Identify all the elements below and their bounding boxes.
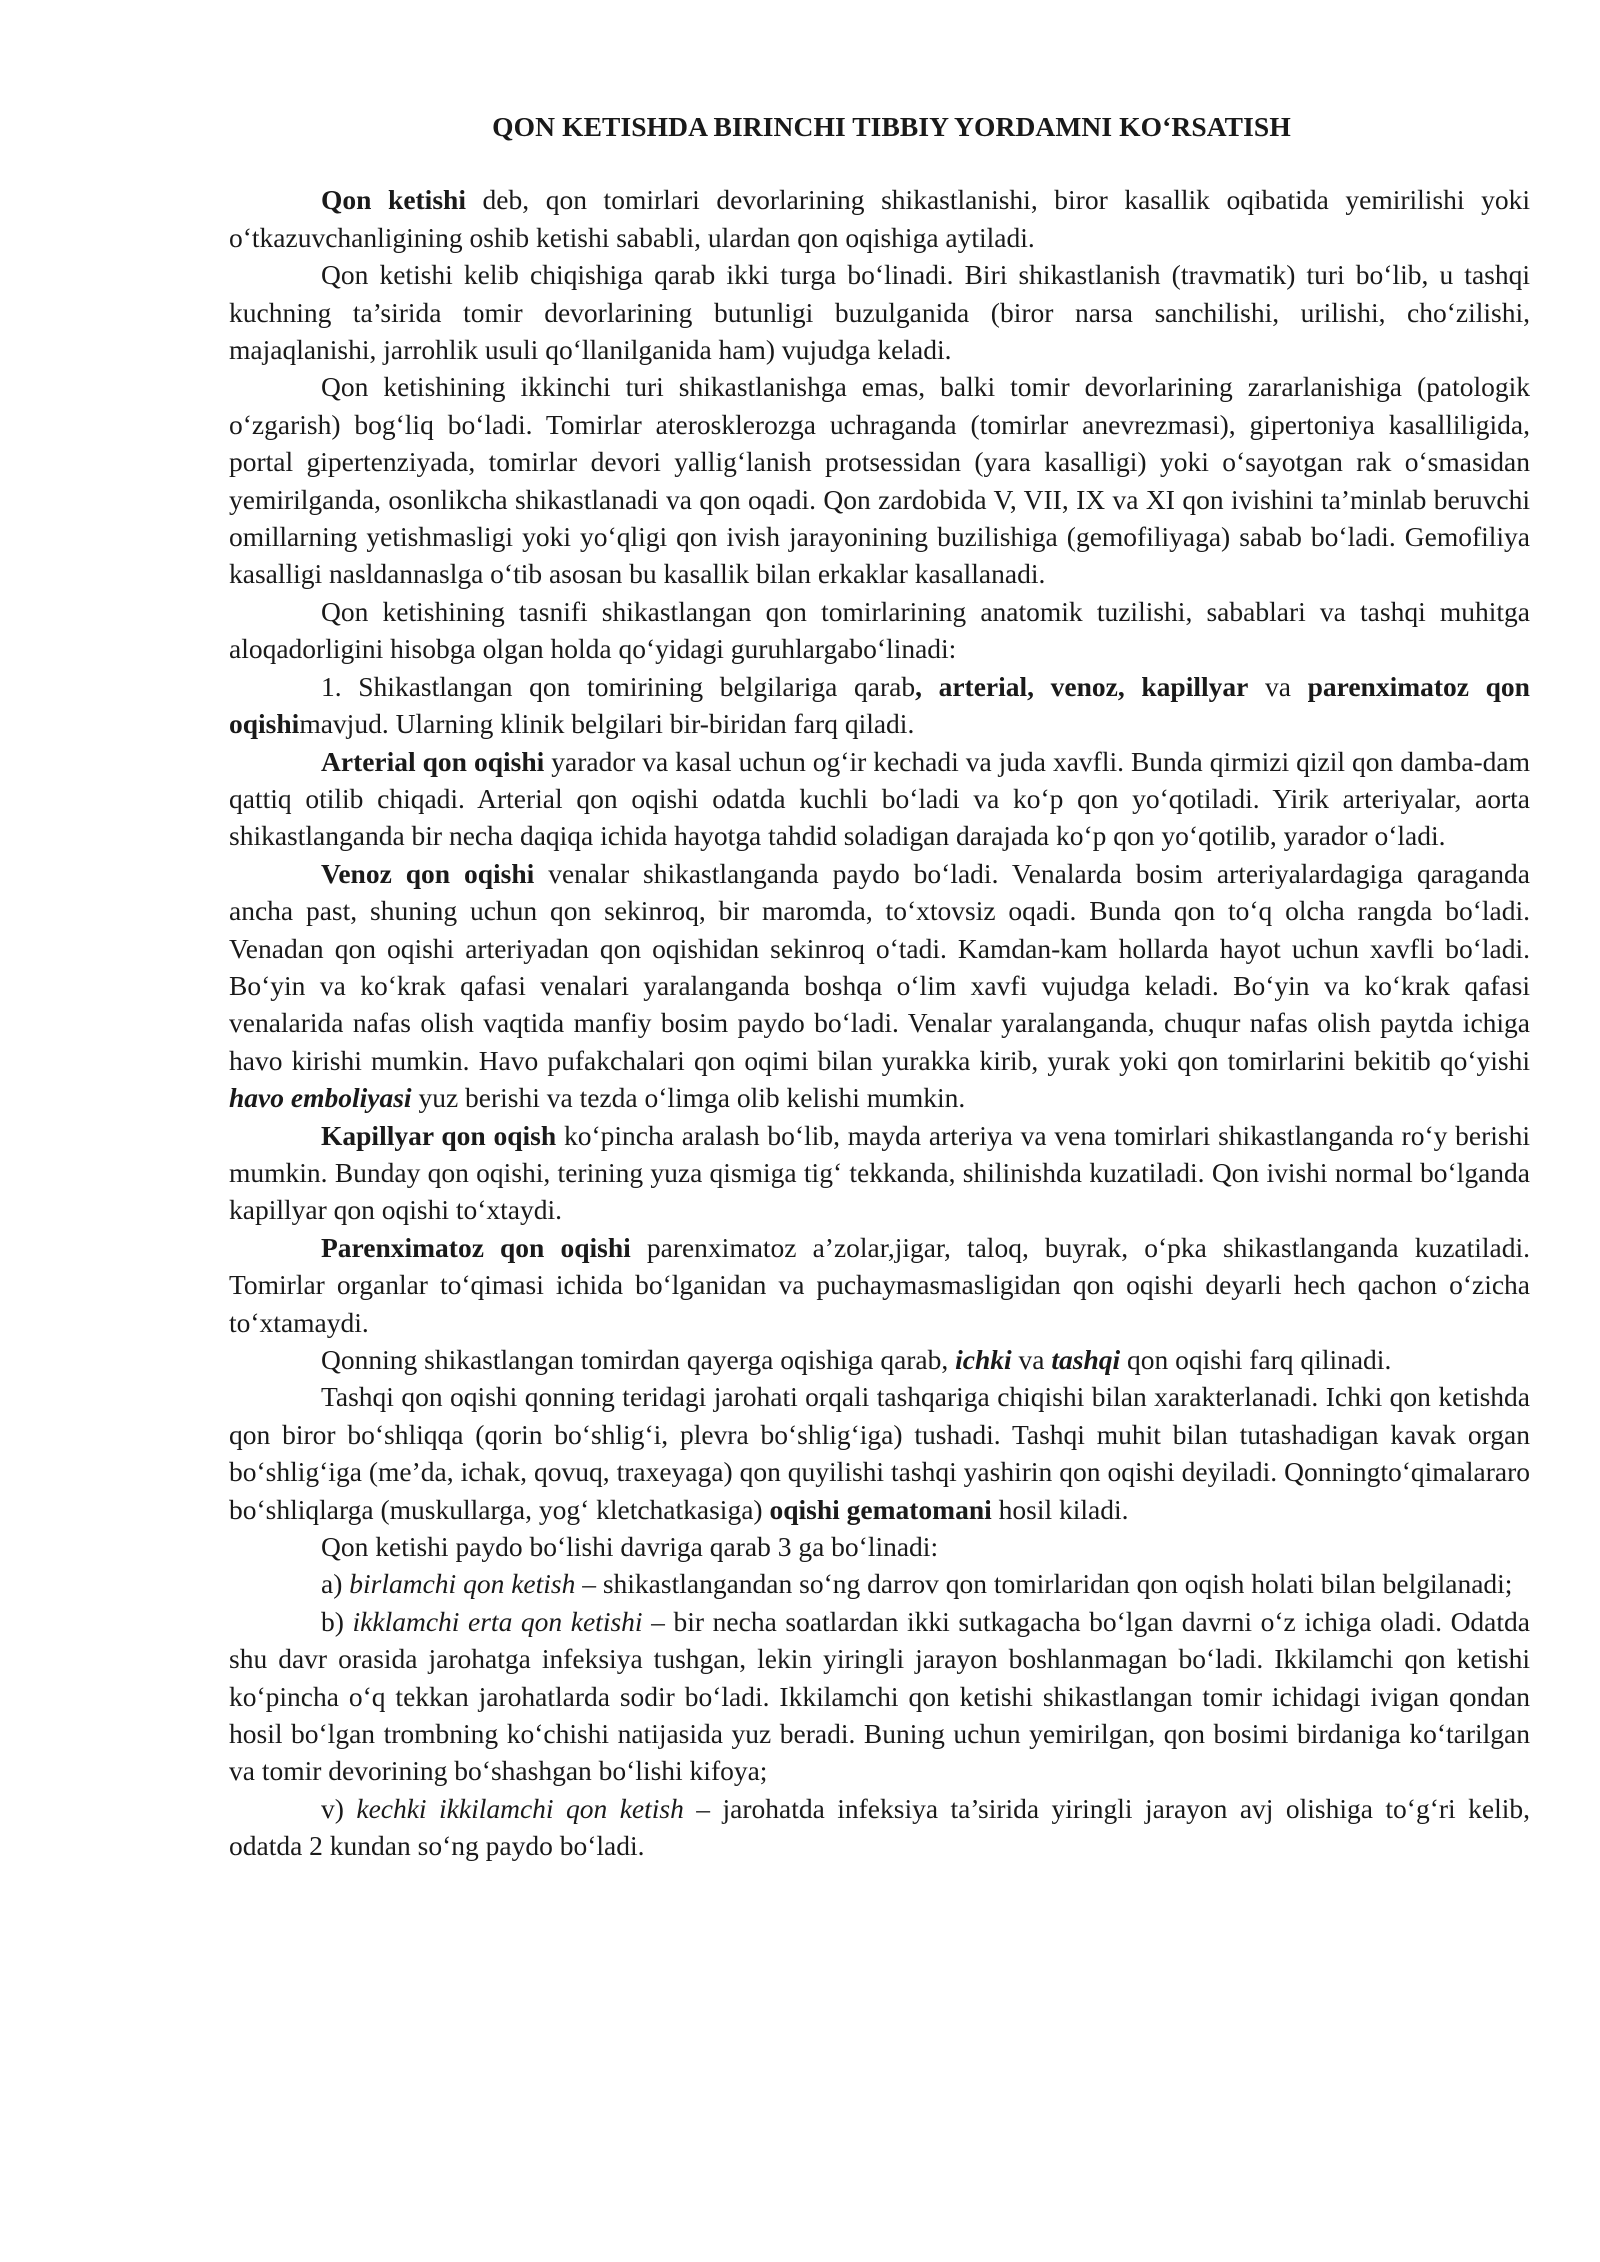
paragraph (229, 181, 1530, 256)
bold-italic-term: tashqi (1051, 1344, 1121, 1375)
text-run: va (1011, 1344, 1052, 1375)
text-run: venalar shikastlanganda paydo bo‘ladi. Venalarda bosim arteriyalardagiga qaraganda ancha past, shuning uchun qon sekinroq, bir maromda, to‘xtovsiz oqadi. Bunda qon to‘q olcha rangda bo‘ladi. Venadan qon oqishi arteriyadan qon oqishidan sekinroq o‘tadi. Kamdan-kam hollarda hayot uchun xavfli bo‘ladi. Bo‘yin va ko‘krak qafasi venalari yaralanganda boshqa o‘lim xavfi vujudga keladi. Bo‘yin va ko‘krak qafasi venalarida nafas olish vaqtida manfiy bosim paydo bo‘ladi. Venalar yaralanganda, chuqur nafas olish paytda ichiga havo kirishi mumkin. Havo pufakchalari qon oqimi bilan yurakka kirib, yurak yoki qon tomirlarini bekitib qo‘yishi (229, 857, 1531, 1076)
bold-term: , arterial, venoz, kapillyar (915, 670, 1249, 702)
bold-term: parenximatoz qon oqishi (229, 670, 1530, 740)
text-run: – shikastlangandan so‘ng darrov qon tomirlaridan qon oqish holati bilan belgilanadi; (575, 1568, 1513, 1600)
bold-term: Qon ketishi (321, 184, 466, 216)
text-run: mavjud. Ularning klinik belgilari bir-biridan farq qiladi. (299, 708, 915, 740)
paragraph (229, 593, 1530, 668)
paragraph (229, 256, 1530, 368)
text-run: ko‘pincha aralash bo‘lib, mayda arteriya va vena tomirlari shikastlanganda ro‘y berishi mumkin. Bunday qon oqishi, terining yuza qismiga tig‘ tekkanda, shilinishda kuzatiladi. Qon ivishi normal bo‘lganda kapillyar qon oqishi to‘xtaydi. (229, 1119, 1530, 1226)
text-run: b) (321, 1605, 353, 1637)
text-run: 1. Shikastlangan qon tomirining belgilariga qarab (321, 670, 916, 702)
text-run: yuz berishi va tezda o‘limga olib kelishi mumkin. (411, 1082, 966, 1114)
paragraph (229, 1528, 1530, 1565)
bold-italic-term: havo emboliyasi (229, 1082, 412, 1114)
bold-italic-wrapper (1051, 1344, 1120, 1375)
text-run: va (1248, 670, 1308, 702)
italic-term: kechki ikkilamchi qon ketish (356, 1792, 684, 1824)
bold-term: Kapillyar qon oqish (321, 1119, 557, 1151)
text-run: Qon ketishi kelib chiqishiga qarab ikki turga bo‘linadi. Biri shikastlanish (travmatik) turi bo‘lib, u tashqi kuchning ta’sirida tomir devorlarining butunligi buzulganida (biror narsa sanchilishi, urilishi, cho‘zilishi, majaqlanishi, jarrohlik usuli qo‘llanilganida ham) vujudga keladi. (229, 259, 1530, 366)
bold-term: Venoz qon oqishi (321, 857, 535, 889)
italic-term: ikklamchi erta qon ketishi (352, 1605, 643, 1637)
paragraph (229, 855, 1530, 1117)
paragraph (229, 1229, 1530, 1341)
text-run: Qon ketishi paydo bo‘lishi davriga qarab 3 ga bo‘linadi: (321, 1531, 939, 1563)
text-run: deb, qon tomirlari devorlarining shikastlanishi, biror kasallik oqibatida yemirilishi yoki o‘tkazuvchanligining oshib ketishi sababli, ulardan qon oqishiga aytiladi. (229, 184, 1531, 253)
paragraph (229, 1117, 1530, 1229)
paragraph (229, 1603, 1530, 1790)
paragraph (229, 668, 1530, 743)
bold-italic-wrapper (955, 1344, 1012, 1375)
bold-term: Parenximatoz qon oqishi (321, 1231, 631, 1263)
bold-term: oqishi gematomani (769, 1493, 992, 1525)
text-run: – jarohatda infeksiya ta’sirida yiringli jarayon avj olishiga to‘g‘ri kelib, odatda 2 kundan so‘ng paydo bo‘ladi. (229, 1792, 1530, 1862)
text-run: parenximatoz a’zolar,jigar, taloq, buyrak, o‘pka shikastlanganda kuzatiladi. Tomirlar organlar to‘qimasi ichida bo‘lganidan va puchaymasmasligidan qon oqishi deyarli hech qachon o‘zicha to‘xtamaydi. (229, 1231, 1530, 1338)
bold-term: Arterial qon oqishi (321, 745, 545, 777)
paragraph (229, 1341, 1530, 1378)
paragraph (229, 1790, 1530, 1865)
text-run: hosil kiladi. (991, 1493, 1129, 1525)
text-run: v) (321, 1792, 357, 1824)
text-run: – bir necha soatlardan ikki sutkagacha bo‘lgan davrni o‘z ichiga oladi. Odatda shu davr orasida jarohatga infeksiya tushgan, lekin yiringli jarayon boshlanmagan bo‘ladi. Ikkilamchi qon ketishi ko‘pincha o‘q tekkan jarohatlarda sodir bo‘ladi. Ikkilamchi qon ketishi shikastlangan tomir ichidagi ivigan qondan hosil bo‘lgan trombning ko‘chishi natijasida yuz beradi. Buning uchun yemirilgan, qon bosimi birdaniga ko‘tarilgan va tomir devorining bo‘shashgan bo‘lishi kifoya; (229, 1605, 1530, 1787)
text-run: Tashqi qon oqishi qonning teridagi jarohati orqali tashqariga chiqishi bilan xarakterlanadi. Ichki qon ketishda qon biror bo‘shliqqa (qorin bo‘shlig‘i, plevra bo‘shlig‘iga) tushadi. Tashqi muhit bilan tutashadigan kavak organ bo‘shlig‘iga (me’da, ichak, qovuq, traxeyaga) qon quyilishi tashqi yashirin qon oqishi deyiladi. Qonningto‘qimalararo bo‘shliqlarga (muskullarga, yog‘ kletchatkasiga) (229, 1381, 1530, 1525)
paragraph (229, 368, 1530, 592)
text-run: Qonning shikastlangan tomirdan qayerga oqishiga qarab, (321, 1344, 956, 1375)
paragraph (229, 743, 1530, 855)
text-run: yarador va kasal uchun og‘ir kechadi va juda xavfli. Bunda qirmizi qizil qon damba-dam qattiq otilib chiqadi. Arterial qon oqishi odatda kuchli bo‘ladi va ko‘p qon yo‘qotiladi. Yirik arteriyalar, aorta shikastlanganda bir necha daqiqa ichida hayotga tahdid soladigan darajada ko‘p qon yo‘qotilib, yarador o‘ladi. (229, 745, 1530, 852)
text-run: qon oqishi farq qilinadi. (1120, 1344, 1392, 1375)
document-body (229, 181, 1530, 1864)
document-title: QON KETISHDA BIRINCHI TIBBIY YORDAMNI KO‘RSATISH (492, 111, 1291, 142)
text-run: Qon ketishining tasnifi shikastlangan qon tomirlarining anatomik tuzilishi, sabablari va tashqi muhitga aloqadorligini hisobga olgan holda qo‘yidagi guruhlargabo‘linadi: (229, 595, 1530, 665)
paragraph (229, 1378, 1530, 1528)
text-run: a) (321, 1568, 350, 1600)
text-run: Qon ketishining ikkinchi turi shikastlanishga emas, balki tomir devorlarining zararlanishiga (patologik o‘zgarish) bog‘liq bo‘ladi. Tomirlar aterosklerozga uchraganda (tomirlar anevrezmasi), gipertoniya kasalliligida, portal gipertenziyada, tomirlar devori yallig‘lanish protsessidan (yara kasalligi) yoki o‘sayotgan rak o‘smasidan yemirilganda, osonlikcha shikastlanadi va qon oqadi. Qon zardobida V, VII, IX va XI qon ivishini ta’minlab beruvchi omillarning yetishmasligi yoki yo‘qligi qon ivish jarayonining buzilishiga (gemofiliyaga) sabab bo‘ladi. Gemofiliya kasalligi nasldannaslga o‘tib asosan bu kasallik bilan erkaklar kasallanadi. (229, 371, 1530, 590)
bold-italic-wrapper (229, 1082, 412, 1113)
bold-italic-term: ichki (955, 1344, 1012, 1375)
document-page (229, 108, 1530, 1865)
italic-term: birlamchi qon ketish (349, 1568, 576, 1600)
paragraph (229, 1565, 1530, 1602)
